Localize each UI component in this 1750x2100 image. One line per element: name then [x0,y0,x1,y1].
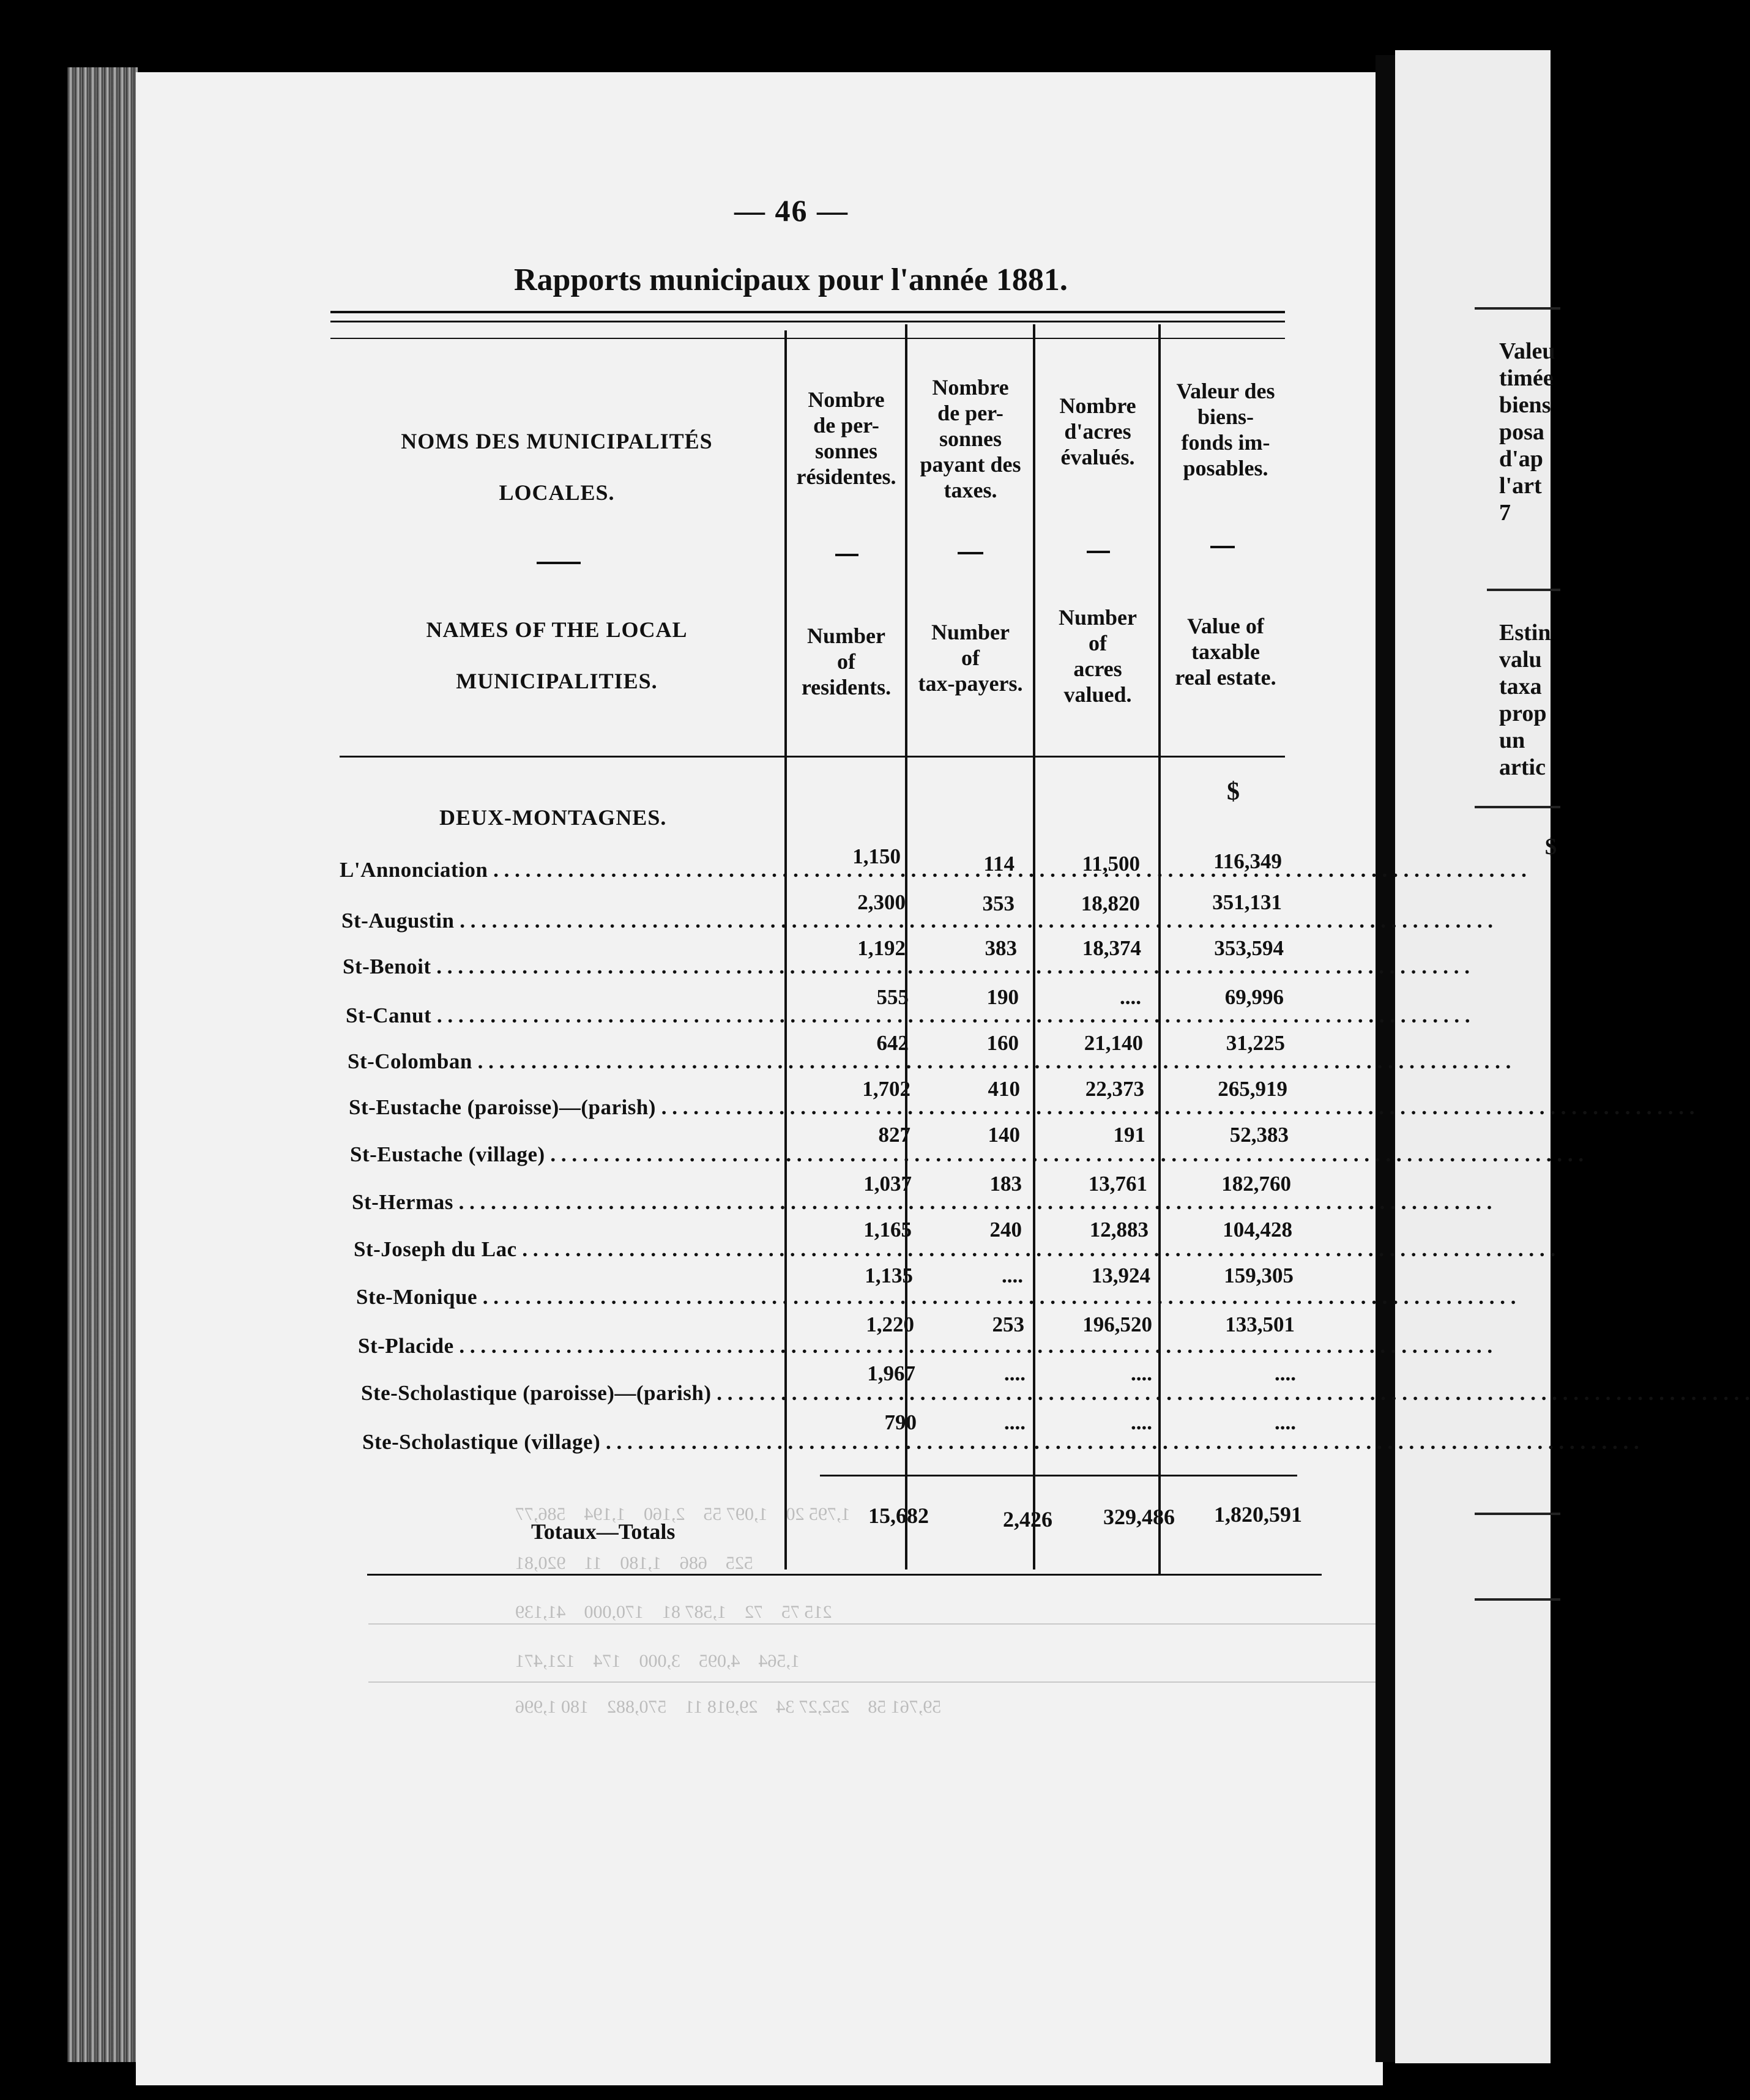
residents-value: 2,300 [857,890,906,914]
municipality-name: Ste-Scholastique (village) . . . [362,1430,641,1454]
residents-value: 1,165 [863,1218,912,1242]
taxpayers-value: 183 [989,1172,1022,1196]
acres-value: .... [1131,1410,1152,1434]
taxpayers-value: 240 [989,1218,1022,1242]
next-page-rule [1475,1598,1560,1601]
value-value: 31,225 [1226,1031,1285,1055]
header-value-en: Value of taxable real estate. [1175,614,1276,690]
municipality-name: Ste-Monique . . . [356,1285,812,1309]
table-row [0,985,1285,1032]
header-municipality-en: NAMES OF THE LOCAL MUNICIPALITIES. [426,617,688,693]
header-separator [1210,546,1235,548]
bleed-through-text: 1,795 20 1,097 55 2,160 1,194 586,77 [515,1504,851,1524]
residents-value: 1,967 [867,1361,915,1385]
residents-value: 827 [878,1123,910,1147]
table-row [0,1031,1285,1078]
taxpayers-value: .... [1004,1361,1026,1385]
taxpayers-value: .... [1004,1410,1026,1434]
municipality-name: St-Canut . . . [346,1003,799,1028]
taxpayers-value: 190 [986,985,1019,1009]
acres-value: 18,820 [1081,892,1140,915]
next-page-rule [1487,589,1560,591]
totals-residents: 15,682 [868,1503,929,1528]
table-top-rule [330,311,1285,313]
municipality-name: St-Colomban . . . [348,1049,800,1074]
next-page-currency: $ [1545,834,1557,860]
bleed-through-text: 1,564 4,095 3,000 174 121,471 [515,1651,800,1671]
taxpayers-value: 410 [988,1077,1020,1101]
totals-top-rule [820,1475,1297,1476]
currency-symbol: $ [1227,778,1240,806]
table-row [0,1218,1292,1264]
taxpayers-value: 383 [985,936,1017,960]
table-row [0,1123,1289,1169]
value-value: 69,996 [1224,985,1284,1009]
value-value: 159,305 [1224,1264,1294,1287]
acres-value: 12,883 [1089,1218,1149,1242]
header-acres-en: Number of acres valued. [1059,605,1137,707]
residents-value: 1,135 [865,1264,913,1287]
bleed-through-text: 215 75 72 1,587 81 170,000 41,139 [515,1602,832,1622]
table-row [0,890,1285,937]
bleed-through-rule [368,1623,1458,1625]
taxpayers-value: 114 [983,852,1015,876]
residents-value: 1,702 [862,1077,910,1101]
header-separator [958,552,983,554]
next-page-rule [1475,307,1560,310]
municipality-name: St-Eustache (village) . . . [350,1142,804,1167]
value-value: 104,428 [1223,1218,1292,1242]
table-top-rule [330,338,1285,339]
header-municipality-fr: NOMS DES MUNICIPALITÉS LOCALES. [401,429,713,505]
acres-value: 22,373 [1085,1077,1144,1101]
municipality-name: Ste-Scholastique (paroisse)—(parish) . . . [361,1381,811,1406]
table-row [0,1264,1294,1310]
residents-value: 1,150 [852,844,901,868]
value-value: 353,594 [1214,936,1284,960]
acres-value: 13,761 [1088,1172,1147,1196]
municipality-name: St-Eustache (paroisse)—(parish) . . . [349,1095,803,1120]
acres-value: 191 [1113,1123,1145,1147]
totals-taxpayers: 2,426 [1003,1507,1052,1532]
header-value-fr: Valeur des biens- fonds im- posables. [1176,379,1275,480]
municipality-name: St-Augustin . . . [341,909,791,933]
bleed-through-rule [368,1681,1458,1683]
acres-value: .... [1120,985,1141,1009]
value-value: .... [1275,1361,1296,1385]
acres-value: 21,140 [1084,1031,1143,1055]
header-residents-en: Number of residents. [801,624,892,699]
municipality-name: St-Joseph du Lac . . . [354,1237,810,1262]
header-taxpayers-fr: Nombre de per- sonnes payant des taxes. [920,375,1021,502]
table-top-rule [330,321,1285,322]
section-heading: DEUX-MONTAGNES. [439,805,667,830]
totals-label: Totaux—Totals [531,1519,676,1544]
header-acres-fr: Nombre d'acres évalués. [1059,393,1136,469]
header-separator [835,554,858,556]
residents-value: 642 [876,1031,909,1055]
header-separator [1087,551,1110,553]
next-page-header-top: Valeu timée biens posa d'ap l'art 7 [1499,338,1555,526]
header-taxpayers-en: Number of tax-payers. [918,620,1023,696]
value-value: 116,349 [1213,849,1282,873]
value-value: .... [1275,1410,1296,1434]
header-residents-fr: Nombre de per- sonnes résidentes. [796,387,896,489]
table-row [0,1410,1296,1457]
residents-value: 790 [884,1410,917,1434]
next-page-rule [1475,1513,1560,1515]
value-value: 265,919 [1218,1077,1287,1101]
value-value: 351,131 [1212,890,1282,914]
residents-value: 1,220 [866,1312,914,1336]
bleed-through-text: 59,761 58 252,27 34 29,918 11 570,882 180 1,996 [515,1697,942,1717]
table-row [0,1077,1285,1123]
municipality-name: L'Annonciation . . . [340,858,789,882]
taxpayers-value: .... [1002,1264,1023,1287]
acres-value: 13,924 [1091,1264,1150,1287]
taxpayers-value: 353 [982,892,1015,915]
acres-value: .... [1131,1361,1152,1385]
municipality-name: St-Hermas . . . [352,1190,808,1215]
residents-value: 555 [876,985,909,1009]
totals-acres: 329,486 [1103,1505,1175,1529]
municipality-name: St-Placide . . . [358,1334,814,1358]
table-row [0,1361,1296,1408]
value-value: 52,383 [1229,1123,1289,1147]
taxpayers-value: 160 [986,1031,1019,1055]
acres-value: 18,374 [1082,936,1141,960]
acres-value: 196,520 [1082,1312,1152,1336]
next-page-header-bottom: Estin valu taxa prop un artic [1499,620,1551,780]
table-bottom-rule [367,1574,1322,1576]
value-value: 182,760 [1221,1172,1291,1196]
page-title: Rapports municipaux pour l'année 1881. [514,262,1068,297]
table-row [0,1312,1295,1359]
residents-value: 1,037 [863,1172,912,1196]
bleed-through-text: 525 686 1,180 11 920,81 [515,1553,753,1573]
table-row [0,844,1285,891]
acres-value: 11,500 [1082,852,1140,876]
table-row [0,1172,1291,1218]
page-number: — 46 — [734,193,849,228]
table-row [0,936,1285,983]
municipality-name: St-Benoit . . . [343,955,795,979]
residents-value: 1,192 [857,936,906,960]
taxpayers-value: 140 [988,1123,1020,1147]
header-bottom-rule [340,756,1285,758]
header-separator [537,562,581,564]
totals-value: 1,820,591 [1214,1502,1302,1527]
taxpayers-value: 253 [992,1312,1024,1336]
value-value: 133,501 [1225,1312,1295,1336]
next-page-rule [1475,806,1560,808]
